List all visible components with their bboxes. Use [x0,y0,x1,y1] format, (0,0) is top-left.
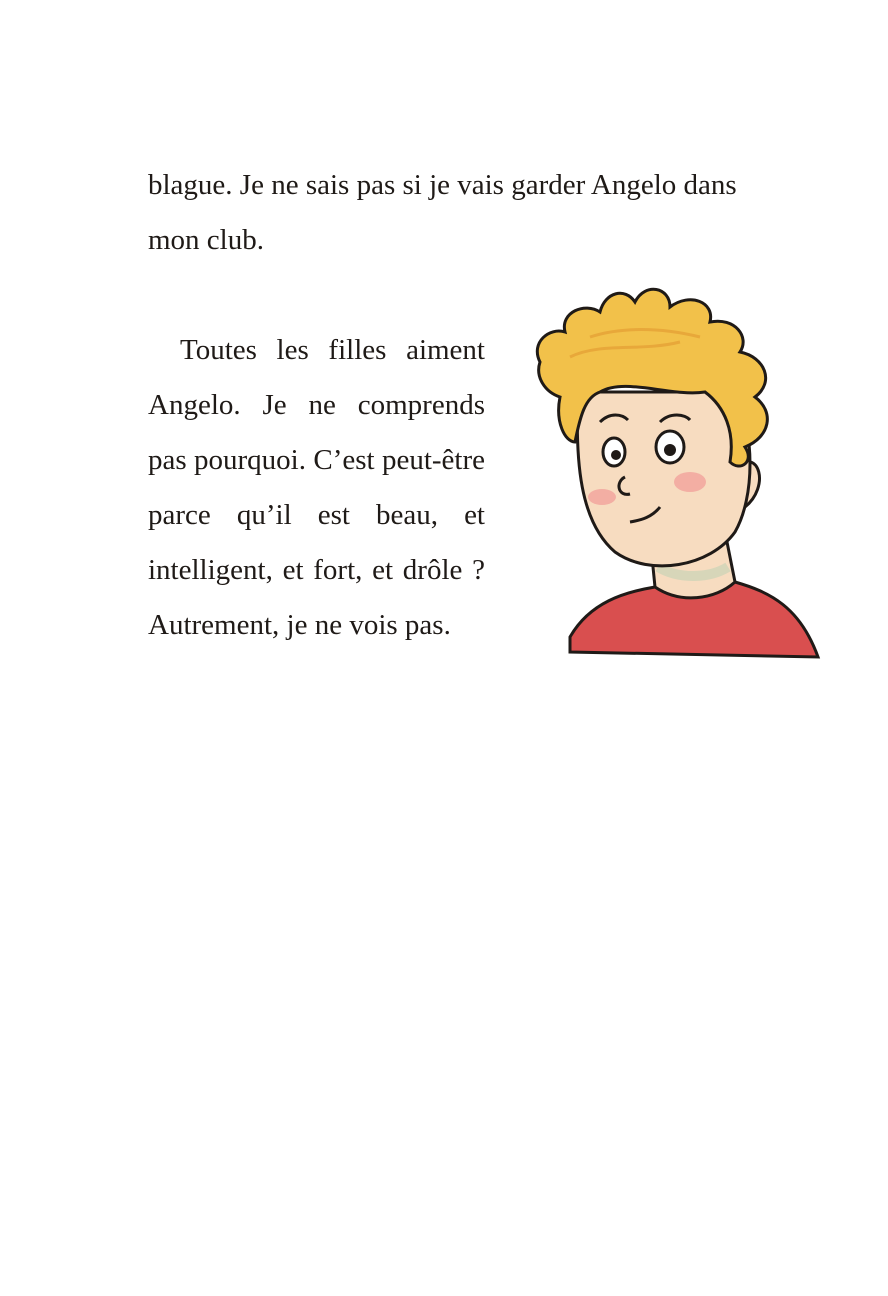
paragraph-1: blague. Je ne sais pas si je vais garder Angelo dans mon club. [148,169,737,256]
angelo-illustration [530,282,825,667]
paragraph-2: Toutes les filles aiment Angelo. Je ne comprends pas pourquoi. C’est peut-être parce qu’il est beau, et intelligent, et fort, et drôle ? Autrement, je ne vois pas. [148,334,485,641]
angelo-portrait-icon [530,282,825,667]
